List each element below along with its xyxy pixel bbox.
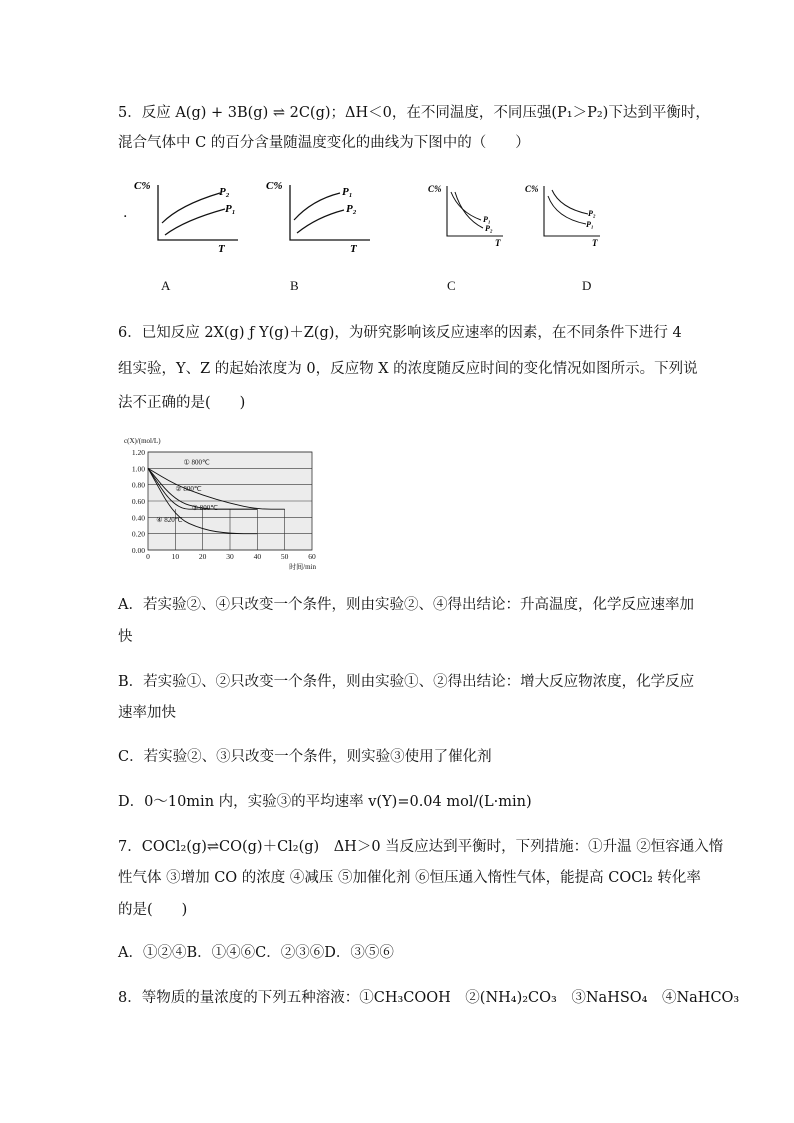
- graph-d-top-label: P₂: [588, 209, 596, 218]
- q5-graph-a: [130, 175, 250, 255]
- graph-a-top-label: P₂: [219, 186, 230, 198]
- graph-c-ylabel: C%: [428, 184, 442, 194]
- chart-x-tick-label: 20: [198, 552, 207, 561]
- q5-graph-c: [425, 178, 515, 250]
- q7-options: A．①②④B．①④⑥C．②③⑥D．③⑤⑥: [118, 945, 394, 961]
- q5-graph-b: [262, 175, 382, 255]
- q6-option-b-line2: 速率加快: [118, 705, 176, 721]
- q6-option-a-line1: A．若实验②、④只改变一个条件，则由实验②、④得出结论：升高温度，化学反应速率加: [118, 597, 694, 613]
- chart-y-tick-label: 0.80: [131, 480, 145, 490]
- q6-option-a-line2: 快: [118, 629, 133, 645]
- chart-x-tick-label: 40: [253, 552, 262, 561]
- graph-b-top-label: P₁: [342, 186, 353, 198]
- chart-series-label-3: ③ 800℃: [191, 503, 219, 512]
- graph-b-xlabel: T: [350, 243, 357, 255]
- chart-y-tick-label: 1.20: [131, 448, 145, 457]
- chart-x-tick-label: 60: [308, 552, 316, 561]
- chart-series-label-1: ① 800℃: [183, 458, 210, 467]
- graph-a-ylabel: C%: [134, 180, 151, 192]
- chart-x-tick-label: 0: [146, 552, 150, 561]
- chart-y-tick-label: 0.60: [131, 497, 145, 506]
- graph-c-bottom-label: P₂: [485, 224, 493, 233]
- graph-c-top-label: P₁: [483, 215, 491, 224]
- q6-concentration-chart: [120, 432, 330, 572]
- q5-option-c-label: C: [447, 278, 456, 293]
- graph-d-xlabel: T: [592, 238, 598, 248]
- q6-stem-line3: 法不正确的是( ): [118, 395, 246, 411]
- q6-stem-line1: 6．已知反应 2X(g) ƒ Y(g)＋Z(g)，为研究影响该反应速率的因素，在不同条件下进行 4: [118, 325, 682, 341]
- q5-dot: .: [123, 205, 128, 221]
- q6-stem-line2: 组实验，Y、Z 的起始浓度为 0，反应物 X 的浓度随反应时间的变化情况如图所示。下列说: [118, 361, 698, 377]
- graph-a-xlabel: T: [218, 243, 225, 255]
- q6-option-b-line1: B．若实验①、②只改变一个条件，则由实验①、②得出结论：增大反应物浓度，化学反应: [118, 674, 695, 690]
- q5-stem-line2: 混合气体中 C 的百分含量随温度变化的曲线为下图中的（ ）: [118, 135, 530, 151]
- q8-stem-line1: 8．等物质的量浓度的下列五种溶液：①CH₃COOH ②(NH₄)₂CO₃ ③NaHSO₄ ④NaHCO₃: [118, 990, 740, 1006]
- graph-d-bottom-label: P₁: [586, 220, 594, 229]
- graph-c-xlabel: T: [495, 238, 501, 248]
- q5-graph-d: [522, 178, 612, 250]
- chart-x-tick-label: 50: [280, 552, 289, 561]
- chart-x-axis-title: 时间/min: [289, 563, 316, 571]
- chart-y-tick-label: 0.20: [131, 529, 145, 539]
- graph-b-bottom-label: P₂: [346, 203, 357, 215]
- q5-option-b-label: B: [290, 278, 299, 293]
- chart-series-label-4: ④ 820℃: [156, 516, 183, 525]
- graph-a-bottom-label: P₁: [225, 203, 236, 215]
- chart-y-axis-title: c(X)/(mol/L): [124, 437, 161, 445]
- q5-option-a-label: A: [161, 278, 171, 293]
- chart-y-tick-label: 0.40: [131, 513, 145, 523]
- chart-y-tick-label: 1.00: [131, 464, 145, 474]
- graph-b-ylabel: C%: [266, 180, 283, 192]
- q6-option-d: D．0～10min 内，实验③的平均速率 v(Y)=0.04 mol/(L·min): [118, 794, 532, 810]
- chart-series-label-2: ② 800℃: [175, 485, 202, 494]
- chart-x-tick-label: 10: [171, 552, 180, 561]
- q7-stem-line3: 的是( ): [118, 902, 188, 918]
- q7-stem-line2: 性气体 ③增加 CO 的浓度 ④减压 ⑤加催化剂 ⑥恒压通入惰性气体，能提高 COCl₂ 转化率: [118, 870, 701, 886]
- chart-y-tick-label: 0.00: [131, 546, 145, 555]
- chart-x-tick-label: 30: [226, 552, 234, 561]
- q5-stem-line1: 5．反应 A(g) + 3B(g) ⇌ 2C(g)；ΔH＜0，在不同温度，不同压强(P₁＞P₂)下达到平衡时，: [118, 105, 710, 121]
- q5-option-d-label: D: [582, 278, 592, 293]
- q6-option-c: C．若实验②、③只改变一个条件，则实验③使用了催化剂: [118, 749, 492, 765]
- graph-d-ylabel: C%: [525, 184, 539, 194]
- q7-stem-line1: 7．COCl₂(g)⇌CO(g)＋Cl₂(g) ΔH＞0 当反应达到平衡时，下列措施：①升温 ②恒容通入惰: [118, 839, 724, 855]
